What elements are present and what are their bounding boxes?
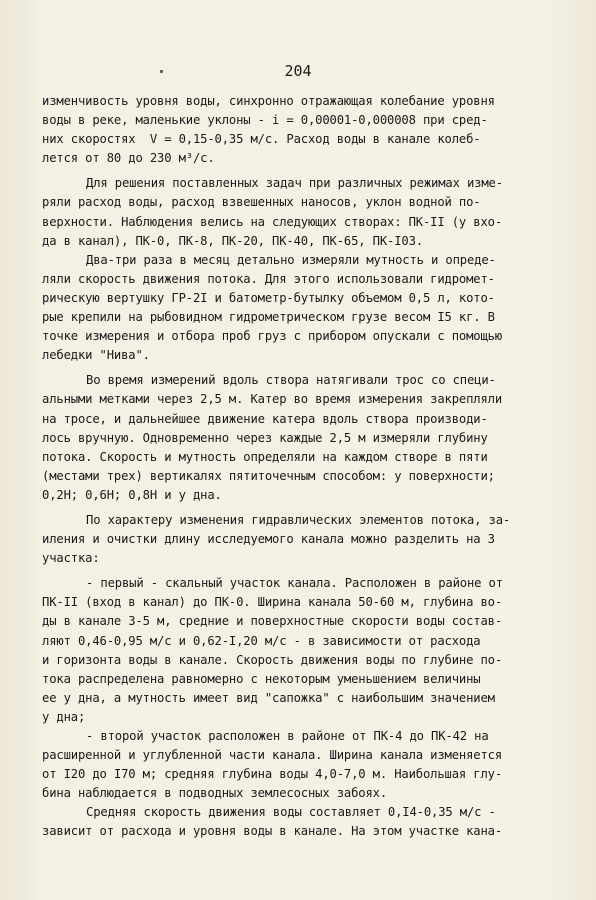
text-line: на тросе, и дальнейшее движение катера вдоль створа производи- (42, 411, 488, 426)
text-line: расширенной и углубленной части канала. Ширина канала изменяется (42, 748, 502, 763)
text-line: бина наблюдается в подводных землесосных забоях. (42, 786, 387, 801)
text-line: участка: (42, 551, 100, 566)
text-line: альными метками через 2,5 м. Катер во время измерения закрепляли (42, 392, 502, 407)
text-line: точке измерения и отбора проб груз с прибором опускали с помощью (42, 329, 502, 344)
paragraph-start-line: Два-три раза в месяц детально измеряли мутность и опреде- (86, 252, 496, 267)
paragraph-start-line: Во время измерений вдоль створа натягивали трос со специ- (86, 373, 496, 388)
text-line: верхности. Наблюдения велись на следующих створах: ПК-II (у вхо- (42, 214, 502, 229)
text-line: рые крепили на рыбовидном гидрометрическом грузе весом I5 кг. В (42, 310, 495, 325)
text-line: изменчивость уровня воды, синхронно отражающая колебание уровня (42, 94, 495, 108)
paragraph-start-line: По характеру изменения гидравлических элементов потока, за- (86, 512, 511, 527)
text-line: у дна; (42, 709, 86, 724)
paragraph-start-line: Для решения поставленных задач при различных режимах изме- (86, 176, 503, 191)
text-line: ляли скорость движения потока. Для этого использовали гидромет- (42, 271, 495, 286)
text-line: иления и очистки длину исследуемого канала можно разделить на 3 (42, 532, 495, 547)
text-line: да в канал), ПК-0, ПК-8, ПК-20, ПК-40, ПК-65, ПК-I03. (42, 233, 423, 248)
page-number: 204 (284, 62, 312, 80)
text-line: от I20 до I70 м; средняя глубина воды 4,0-7,0 м. Наибольшая глу- (42, 767, 502, 782)
text-line: ряли расход воды, расход взвешенных наносов, уклон водной по- (42, 195, 481, 210)
text-line: воды в реке, маленькие уклоны - i = 0,00001-0,000008 при сред- (42, 113, 488, 128)
text-line: ее у дна, а мутность имеет вид "сапожка" с наибольшим значением (42, 690, 495, 705)
text-line: лебедки "Нива". (42, 348, 150, 363)
text-line: рическую вертушку ГР-2I и батометр-бутылку объемом 0,5 л, кото- (42, 290, 495, 305)
body-text (42, 92, 562, 842)
text-line: ПК-II (вход в канал) до ПК-0. Ширина канала 50-60 м, глубина во- (42, 595, 502, 610)
text-line: 0,2Н; 0,6Н; 0,8Н и у дна. (42, 487, 222, 502)
text-line: лось вручную. Одновременно через каждые 2,5 м измеряли глубину (42, 430, 488, 445)
text-line: лется от 80 до 230 м³/с. (42, 151, 215, 166)
text-line: потока. Скорость и мутность определяли на каждом створе в пяти (42, 449, 488, 464)
text-line: (местами трех) вертикалях пятиточечным способом: у поверхности; (42, 468, 495, 483)
text-line: ляют 0,46-0,95 м/с и 0,62-I,20 м/с - в зависимости от расхода (42, 633, 481, 648)
text-line: ды в канале 3-5 м, средние и поверхностные скорости воды состав- (42, 614, 502, 629)
text-line: них скоростях V = 0,15-0,35 м/с. Расход воды в канале колеб- (42, 132, 481, 147)
text-line: тока распределена равномерно с некоторым уменьшением величины (42, 671, 481, 686)
list-item-line: - первый - скальный участок канала. Расположен в районе от (86, 576, 503, 591)
text-line: зависит от расхода и уровня воды в канале. На этом участке кана- (42, 824, 502, 839)
list-item-line: - второй участок расположен в районе от ПК-4 до ПК-42 на (86, 729, 489, 743)
paragraph-start-line: Средняя скорость движения воды составляет 0,I4-0,35 м/с - (86, 805, 496, 820)
text-line: и горизонта воды в канале. Скорость движения воды по глубине по- (42, 652, 502, 667)
